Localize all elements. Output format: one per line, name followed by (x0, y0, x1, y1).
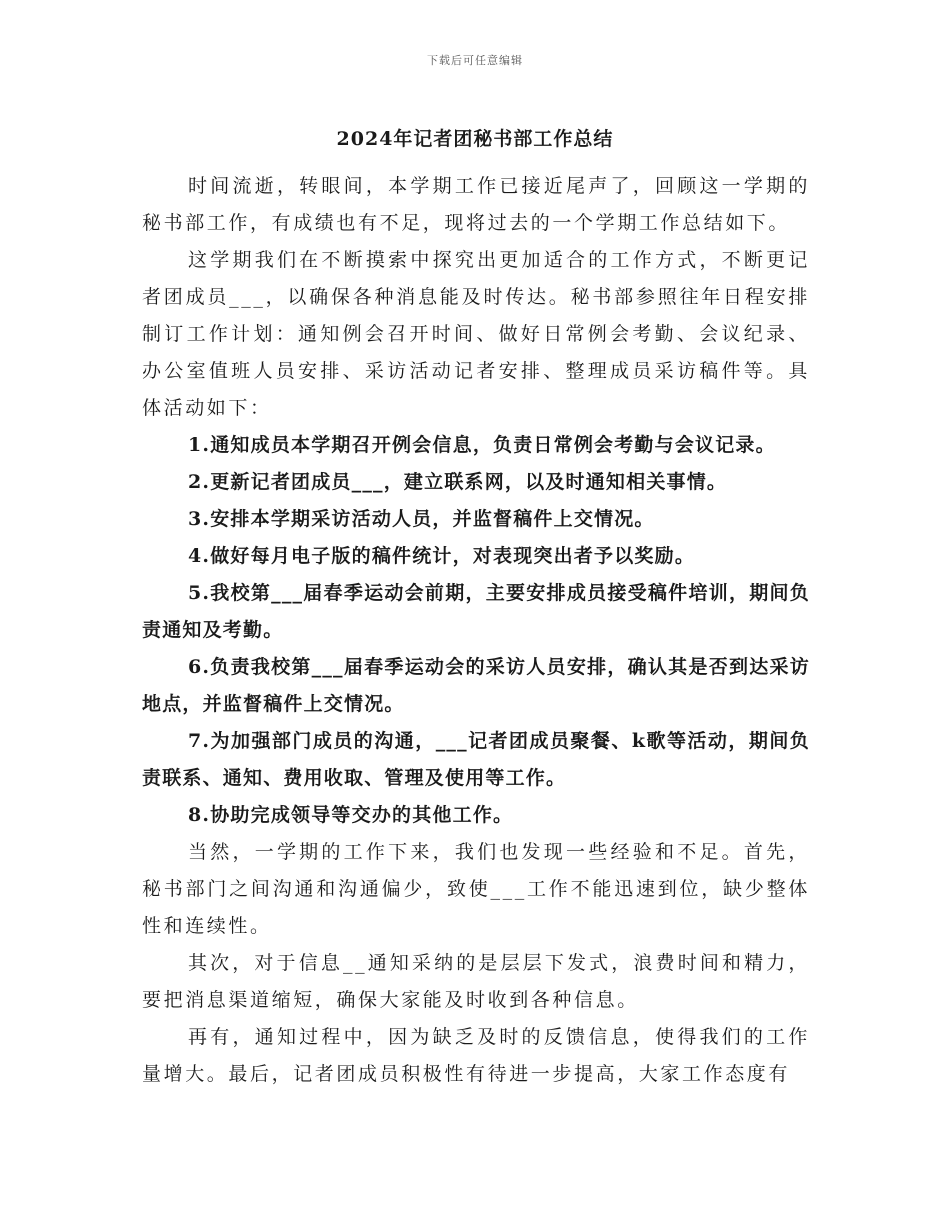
activity-item: 8.协助完成领导等交办的其他工作。 (188, 804, 514, 826)
activity-item: 2.更新记者团成员___，建立联系网，以及时通知相关事情。 (188, 471, 728, 493)
activity-item: 6.负责我校第___届春季运动会的采访人员安排，确认其是否到达采访地点，并监督稿件上交情况。 (142, 656, 810, 715)
intro-paragraph: 时间流逝，转眼间，本学期工作已接近尾声了，回顾这一学期的秘书部工作，有成绩也有不足，现将过去的一个学期工作总结如下。 (142, 175, 810, 234)
activity-item: 5.我校第___届春季运动会前期，主要安排成员接受稿件培训，期间负责通知及考勤。 (142, 582, 810, 641)
activity-item: 1.通知成员本学期召开例会信息，负责日常例会考勤与会议记录。 (188, 434, 776, 456)
activity-item: 3.安排本学期采访活动人员，并监督稿件上交情况。 (188, 508, 655, 530)
document-title: 2024年记者团秘书部工作总结 (336, 128, 614, 150)
document-body (142, 168, 810, 1093)
activity-item: 4.做好每月电子版的稿件统计，对表现突出者予以奖励。 (188, 545, 696, 567)
shortcomings-paragraph: 当然，一学期的工作下来，我们也发现一些经验和不足。首先，秘书部门之间沟通和沟通偏少，致使___工作不能迅速到位，缺少整体性和连续性。 (142, 841, 810, 937)
method-paragraph: 这学期我们在不断摸索中探究出更加适合的工作方式，不断更记者团成员___，以确保各种消息能及时传达。秘书部参照往年日程安排制订工作计划：通知例会召开时间、做好日常例会考勤、会议纪录、办公室值班人员安排、采访活动记者安排、整理成员采访稿件等。具体活动如下： (142, 249, 810, 419)
third-issue-paragraph: 再有，通知过程中，因为缺乏及时的反馈信息，使得我们的工作量增大。最后，记者团成员积极性有待进一步提高，大家工作态度有 (142, 1026, 810, 1085)
header-note: 下载后可任意编辑 (427, 54, 523, 67)
activity-item: 7.为加强部门成员的沟通，___记者团成员聚餐、k歌等活动，期间负责联系、通知、费用收取、管理及使用等工作。 (142, 730, 810, 789)
second-issue-paragraph: 其次，对于信息__通知采纳的是层层下发式，浪费时间和精力，要把消息渠道缩短，确保大家能及时收到各种信息。 (142, 952, 810, 1011)
